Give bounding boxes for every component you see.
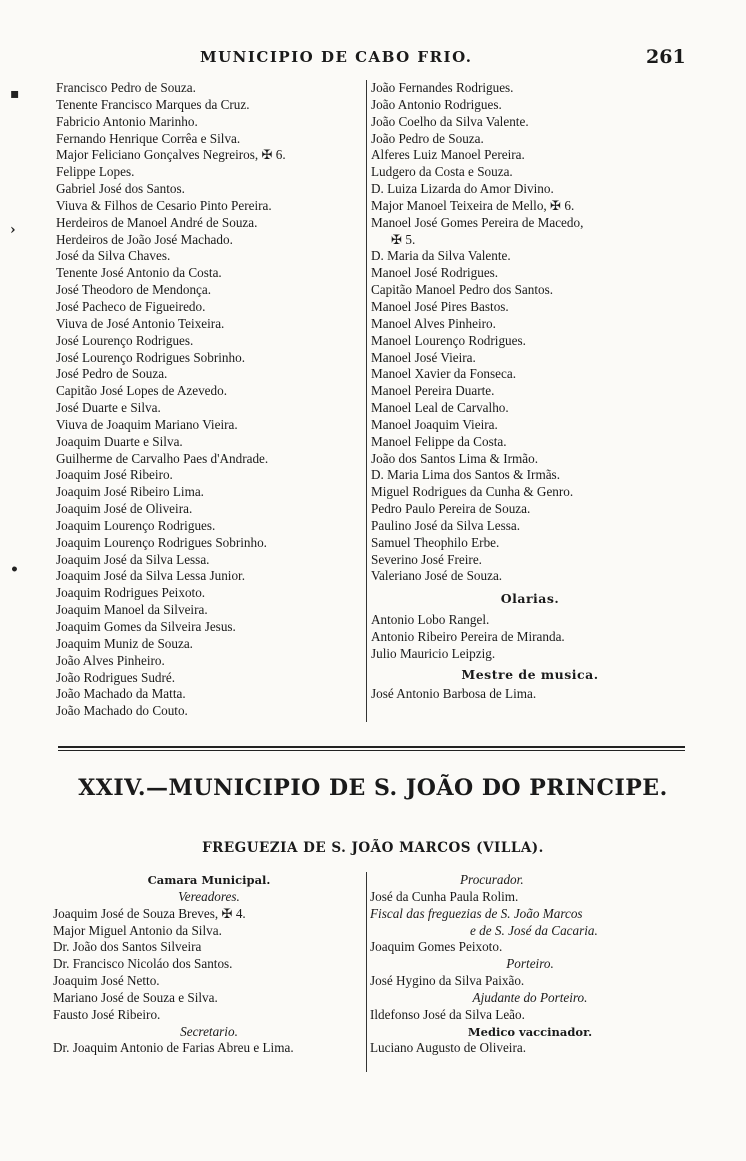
list-item: João Pedro de Souza. bbox=[371, 130, 484, 146]
page-number: 261 bbox=[646, 46, 686, 68]
list-item: Manoel José Gomes Pereira de Macedo, bbox=[371, 214, 584, 230]
list-item: Paulino José da Silva Lessa. bbox=[371, 517, 521, 533]
list-item: Felippe Lopes. bbox=[56, 164, 135, 180]
list-item: José Pacheco de Figueiredo. bbox=[56, 298, 206, 314]
list-item: Joaquim Lourenço Rodrigues Sobrinho. bbox=[56, 534, 267, 550]
list-item: Tenente Francisco Marques da Cruz. bbox=[56, 96, 250, 112]
list-item: Pedro Paulo Pereira de Souza. bbox=[371, 501, 531, 517]
list-item: Viuva & Filhos de Cesario Pinto Pereira. bbox=[56, 197, 272, 213]
list-item: Viuva de Joaquim Mariano Vieira. bbox=[56, 416, 238, 432]
column-divider bbox=[366, 80, 367, 722]
fiscal-name: Joaquim Gomes Peixoto. bbox=[370, 939, 503, 955]
list-item: Alferes Luiz Manoel Pereira. bbox=[371, 147, 525, 163]
list-item: João Coelho da Silva Valente. bbox=[371, 113, 529, 129]
ajudante-heading: Ajudante do Porteiro. bbox=[472, 989, 588, 1005]
section-rule bbox=[58, 750, 685, 751]
list-item: Guilherme de Carvalho Paes d'Andrade. bbox=[56, 450, 269, 466]
section-rule bbox=[58, 746, 685, 748]
list-item: João Antonio Rodrigues. bbox=[371, 96, 502, 112]
olarias-heading: Olarias. bbox=[500, 591, 560, 607]
list-item: Joaquim Lourenço Rodrigues. bbox=[56, 517, 216, 533]
officials-column bbox=[370, 872, 690, 1057]
list-item: Tenente José Antonio da Costa. bbox=[56, 265, 222, 281]
list-item: Joaquim José Netto. bbox=[53, 973, 160, 989]
left-column-list bbox=[56, 80, 358, 720]
medico-name: Luciano Augusto de Oliveira. bbox=[370, 1040, 527, 1056]
list-item: Capitão José Lopes de Azevedo. bbox=[56, 383, 228, 399]
list-item: Julio Mauricio Leipzig. bbox=[371, 645, 496, 661]
secretario-heading: Secretario. bbox=[180, 1023, 238, 1039]
list-item: Herdeiros de João José Machado. bbox=[56, 231, 233, 247]
list-item: José Lourenço Rodrigues. bbox=[56, 332, 194, 348]
list-item: Francisco Pedro de Souza. bbox=[56, 80, 196, 95]
list-item: Joaquim José de Souza Breves, ✠ 4. bbox=[53, 905, 246, 921]
list-item: Manoel José Vieira. bbox=[371, 349, 476, 365]
medico-heading: Medico vaccinador. bbox=[467, 1024, 593, 1039]
list-item: Major Feliciano Gonçalves Negreiros, ✠ 6. bbox=[56, 147, 286, 163]
list-item: Manoel José Pires Bastos. bbox=[371, 298, 509, 314]
list-item: Joaquim José da Silva Lessa Junior. bbox=[56, 568, 246, 584]
list-item: Fernando Henrique Corrêa e Silva. bbox=[56, 130, 241, 146]
list-item: Antonio Ribeiro Pereira de Miranda. bbox=[371, 629, 565, 644]
list-item: Dr. Francisco Nicoláo dos Santos. bbox=[53, 956, 233, 972]
column-divider bbox=[366, 872, 367, 1072]
list-item: Manoel Lourenço Rodrigues. bbox=[371, 332, 526, 348]
right-column bbox=[371, 80, 689, 702]
musica-heading: Mestre de musica. bbox=[461, 666, 599, 682]
margin-mark: › bbox=[10, 222, 16, 238]
margin-mark: • bbox=[10, 562, 19, 578]
fiscal-heading: Fiscal das freguezias de S. João Marcos bbox=[370, 905, 583, 921]
section-title: XXIV.—MUNICIPIO DE S. JOÃO DO PRINCIPE. bbox=[78, 775, 668, 801]
list-item: D. Maria Lima dos Santos & Irmãs. bbox=[371, 467, 560, 483]
list-item: Joaquim José Ribeiro Lima. bbox=[56, 484, 204, 500]
list-item: João Alves Pinheiro. bbox=[56, 652, 165, 668]
running-head-title: MUNICIPIO DE CABO FRIO. bbox=[200, 48, 473, 66]
secretario-name: Dr. Joaquim Antonio de Farias Abreu e Lima. bbox=[53, 1040, 294, 1056]
list-item: José Theodoro de Mendonça. bbox=[56, 282, 212, 298]
camara-heading: Camara Municipal. bbox=[147, 873, 271, 887]
list-item: Manoel Xavier da Fonseca. bbox=[371, 366, 517, 382]
musica-list bbox=[371, 686, 689, 703]
list-item: Major Miguel Antonio da Silva. bbox=[53, 922, 222, 938]
list-item: D. Maria da Silva Valente. bbox=[371, 248, 511, 264]
vereadores-list bbox=[53, 906, 365, 1024]
list-item: Joaquim Duarte e Silva. bbox=[56, 433, 183, 449]
list-item: Fausto José Ribeiro. bbox=[53, 1006, 161, 1022]
porteiro-heading: Porteiro. bbox=[506, 956, 554, 972]
list-item: Manoel Joaquim Vieira. bbox=[371, 416, 498, 432]
list-item: Gabriel José dos Santos. bbox=[56, 181, 185, 197]
list-item: ✠ 5. bbox=[391, 231, 416, 247]
list-item: Joaquim José da Silva Lessa. bbox=[56, 551, 210, 567]
list-item: Joaquim Rodrigues Peixoto. bbox=[56, 585, 206, 601]
margin-mark: ▪ bbox=[10, 86, 20, 102]
list-item: João Machado da Matta. bbox=[56, 686, 186, 702]
list-item: João dos Santos Lima & Irmão. bbox=[371, 450, 539, 466]
procurador-name: José da Cunha Paula Rolim. bbox=[370, 888, 519, 904]
olarias-list bbox=[371, 612, 689, 663]
right-column-list bbox=[371, 80, 689, 585]
list-item: José Antonio Barbosa de Lima. bbox=[371, 685, 537, 701]
list-item: João Fernandes Rodrigues. bbox=[371, 80, 514, 95]
list-item: Valeriano José de Souza. bbox=[371, 568, 503, 584]
procurador-heading: Procurador. bbox=[460, 872, 524, 887]
list-item: Dr. João dos Santos Silveira bbox=[53, 939, 202, 955]
list-item: Fabricio Antonio Marinho. bbox=[56, 113, 198, 129]
list-item: Ludgero da Costa e Souza. bbox=[371, 164, 513, 180]
running-head bbox=[0, 48, 746, 74]
list-item: Mariano José de Souza e Silva. bbox=[53, 989, 218, 1005]
list-item: Major Manoel Teixeira de Mello, ✠ 6. bbox=[371, 197, 575, 213]
list-item: João Rodrigues Sudré. bbox=[56, 669, 176, 685]
fiscal-heading-cont: e de S. José da Cacaria. bbox=[470, 922, 598, 938]
list-item: Capitão Manoel Pedro dos Santos. bbox=[371, 282, 554, 298]
vereadores-heading: Vereadores. bbox=[178, 888, 240, 904]
list-item: José Lourenço Rodrigues Sobrinho. bbox=[56, 349, 245, 365]
list-item: José Pedro de Souza. bbox=[56, 366, 168, 382]
list-item: Joaquim Muniz de Souza. bbox=[56, 635, 193, 651]
porteiro-name: José Hygino da Silva Paixão. bbox=[370, 973, 525, 989]
list-item: José Duarte e Silva. bbox=[56, 400, 161, 416]
list-item: Miguel Rodrigues da Cunha & Genro. bbox=[371, 484, 574, 500]
list-item: José da Silva Chaves. bbox=[56, 248, 171, 264]
list-item: Samuel Theophilo Erbe. bbox=[371, 534, 500, 550]
list-item: Herdeiros de Manoel André de Souza. bbox=[56, 214, 258, 230]
list-item: Manoel Alves Pinheiro. bbox=[371, 315, 496, 331]
list-item: Joaquim José de Oliveira. bbox=[56, 501, 193, 517]
list-item: Joaquim Gomes da Silveira Jesus. bbox=[56, 619, 236, 634]
list-item: Manoel Pereira Duarte. bbox=[371, 383, 495, 399]
ajudante-name: Ildefonso José da Silva Leão. bbox=[370, 1006, 525, 1022]
list-item: Joaquim José Ribeiro. bbox=[56, 467, 173, 483]
freguezia-title: FREGUEZIA DE S. JOÃO MARCOS (VILLA). bbox=[202, 840, 544, 856]
list-item: Viuva de José Antonio Teixeira. bbox=[56, 315, 225, 331]
list-item: D. Luiza Lizarda do Amor Divino. bbox=[371, 181, 554, 197]
list-item: Manoel José Rodrigues. bbox=[371, 265, 499, 281]
list-item: João Machado do Couto. bbox=[56, 703, 188, 719]
list-item: Manoel Leal de Carvalho. bbox=[371, 400, 509, 416]
list-item: Manoel Felippe da Costa. bbox=[371, 433, 507, 449]
list-item: Severino José Freire. bbox=[371, 551, 482, 567]
list-item: Antonio Lobo Rangel. bbox=[371, 612, 490, 628]
list-item: Joaquim Manoel da Silveira. bbox=[56, 602, 208, 618]
camara-column bbox=[53, 872, 365, 1057]
